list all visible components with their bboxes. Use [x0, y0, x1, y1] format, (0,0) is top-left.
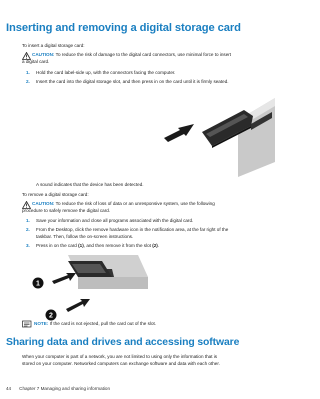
step-text: Press in on the card [36, 243, 79, 248]
note [34, 321, 156, 327]
remove-step-3-num: 3. [26, 243, 30, 248]
remove-step-1-text: Save your information and close all programs associated with the digital card. [36, 218, 194, 223]
insert-step-1-text: Hold the card label-side up, with the connectors facing the computer. [36, 70, 176, 75]
callout-ref-2: (2) [152, 243, 158, 248]
callout-1: 1 [36, 280, 40, 288]
caution-1 [32, 52, 297, 58]
page-number: 44 [6, 386, 12, 391]
caution-text-line2: a digital card. [22, 59, 50, 64]
section-title: Inserting and removing a digital storage card [6, 22, 241, 34]
insert-step-2-num: 2. [26, 79, 30, 84]
caution-label: CAUTION: [32, 201, 55, 206]
section2-text-line1: When your computer is part of a network, you are not limited to using only the information that is [22, 354, 218, 359]
remove-step-2-text-line2: taskbar. Then, follow the on-screen instructions. [36, 234, 134, 239]
remove-step-3-text [36, 243, 159, 249]
insert-step-2-text: Insert the card into the digital storage slot, and then press in on the card until it is firmly seated. [36, 79, 229, 84]
caution-text-line1: To reduce the risk of damage to the digital card connectors, use minimal force to insert [55, 52, 232, 57]
caution-label: CAUTION: [32, 52, 55, 57]
remove-step-1-num: 1. [26, 218, 30, 223]
section2-text-line2: stored on your computer. Networked computers can exchange software and data with each other. [22, 361, 220, 366]
step-text: . [157, 243, 160, 248]
caution-2 [32, 201, 297, 207]
step-text: , and then remove it from the slot [83, 243, 153, 248]
remove-step-2-num: 2. [26, 227, 30, 232]
section2-title: Sharing data and drives and accessing software [6, 337, 240, 348]
remove-intro: To remove a digital storage card: [22, 192, 89, 197]
chapter-title: Chapter 7 Managing and sharing information [19, 386, 111, 391]
note-label: NOTE: [34, 321, 49, 326]
caution-text-line1: To reduce the risk of loss of data or an unresponsive system, use the following [55, 201, 215, 206]
note-text: If the card is not ejected, pull the card out of the slot. [49, 321, 157, 326]
insert-intro: To insert a digital storage card: [22, 43, 85, 48]
insert-step-1-num: 1. [26, 70, 30, 75]
insert-card-illustration [150, 92, 280, 177]
insert-after-text: A sound indicates that the device has been detected. [36, 182, 144, 187]
remove-step-2-text-line1: From the Desktop, click the remove hardware icon in the notification area, at the far right of the [36, 227, 229, 232]
remove-card-illustration [28, 255, 168, 325]
caution-text-line2: procedure to safely remove the digital card. [22, 208, 111, 213]
page-footer [6, 386, 110, 391]
callout-2: 2 [49, 312, 53, 320]
note-icon [22, 320, 32, 328]
callout-ref-1: (1) [78, 243, 84, 248]
